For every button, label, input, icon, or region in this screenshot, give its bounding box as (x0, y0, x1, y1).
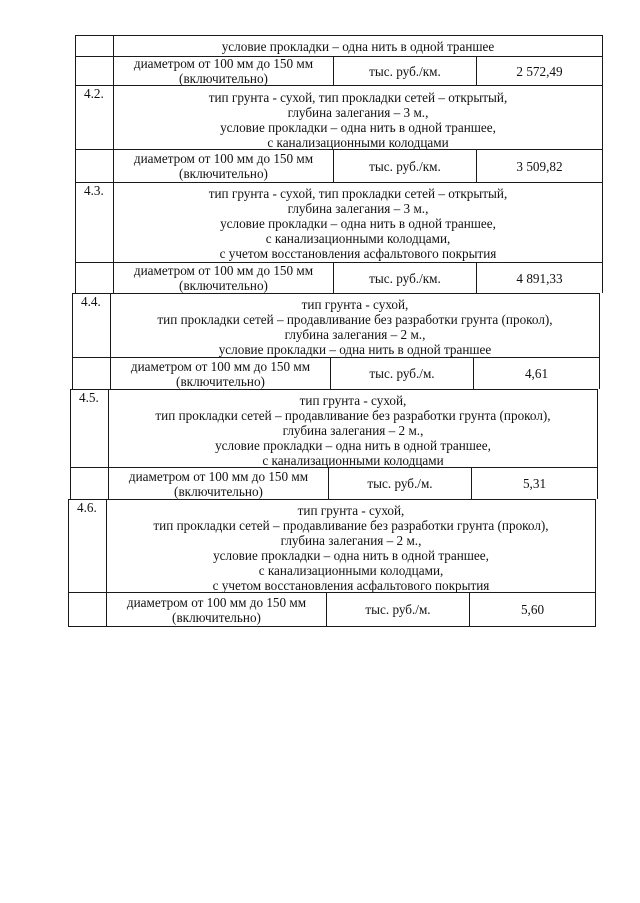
row-number: 4.6. (77, 500, 97, 515)
condition-cell (106, 499, 596, 592)
condition-line: тип грунта - сухой, тип прокладки сетей – открытый, (208, 186, 508, 201)
unit-cell (326, 592, 469, 627)
condition-line: с учетом восстановления асфальтового покрытия (212, 578, 490, 592)
number-cell (75, 149, 113, 182)
number-cell (75, 182, 113, 262)
table-row (72, 357, 600, 389)
item-description: диаметром от 100 мм до 150 мм (128, 468, 309, 484)
condition-line: тип грунта - сухой, (301, 297, 409, 312)
condition-line: с учетом восстановления асфальтового покрытия (219, 246, 497, 261)
item-description: диаметром от 100 мм до 150 мм (126, 594, 307, 610)
value-cell (476, 149, 603, 182)
unit-text: тыс. руб./км. (369, 270, 441, 286)
condition-line: условие прокладки – одна нить в одной траншее (221, 39, 495, 54)
condition-line: глубина залегания – 2 м., (282, 423, 424, 438)
row-number: 4.3. (84, 183, 104, 198)
unit-text: тыс. руб./км. (369, 63, 441, 79)
number-cell (75, 56, 113, 85)
unit-cell (333, 149, 476, 182)
unit-cell (333, 262, 476, 293)
condition-line: условие прокладки – одна нить в одной траншее, (215, 438, 491, 453)
table-row (75, 35, 603, 56)
unit-cell (330, 357, 473, 389)
table-row (68, 499, 596, 592)
condition-line: тип грунта - сухой, (299, 393, 407, 408)
value-cell (473, 357, 600, 389)
table-row (75, 56, 603, 85)
row-number: 4.2. (84, 86, 104, 101)
value-cell (471, 467, 598, 499)
table-row (68, 592, 596, 627)
number-cell (70, 467, 108, 499)
unit-text: тыс. руб./м. (369, 366, 435, 381)
condition-line: тип грунта - сухой, (297, 503, 405, 518)
condition-line: условие прокладки – одна нить в одной траншее, (213, 548, 489, 563)
condition-line: тип грунта - сухой, тип прокладки сетей – открытый, (208, 90, 508, 105)
unit-text: тыс. руб./м. (367, 476, 433, 491)
condition-line: с канализационными колодцами (262, 453, 444, 467)
condition-line: глубина залегания – 3 м., (287, 201, 429, 216)
item-description-note: (включительно) (176, 373, 265, 389)
number-cell (75, 85, 113, 149)
item-description-cell (110, 357, 330, 389)
condition-cell (113, 35, 603, 56)
condition-line: глубина залегания – 3 м., (287, 105, 429, 120)
unit-text: тыс. руб./м. (365, 602, 431, 617)
condition-cell (113, 182, 603, 262)
row-number: 4.5. (79, 390, 99, 405)
condition-line: с канализационными колодцами (267, 135, 449, 149)
table-row (75, 182, 603, 262)
value-text: 3 509,82 (516, 158, 563, 174)
item-description-note: (включительно) (179, 278, 268, 293)
row-number: 4.4. (81, 294, 101, 309)
item-description: диаметром от 100 мм до 150 мм (133, 151, 314, 166)
item-description-cell (113, 149, 333, 182)
value-text: 2 572,49 (516, 63, 563, 79)
value-text: 5,31 (522, 476, 547, 491)
unit-text: тыс. руб./км. (369, 158, 441, 174)
value-cell (469, 592, 596, 627)
item-description-cell (108, 467, 328, 499)
item-description-cell (106, 592, 326, 627)
unit-cell (333, 56, 476, 85)
value-text: 4 891,33 (516, 270, 563, 286)
number-cell (72, 293, 110, 357)
number-cell (68, 592, 106, 627)
condition-line: глубина залегания – 2 м., (284, 327, 426, 342)
item-description-note: (включительно) (179, 166, 268, 181)
table-row (75, 85, 603, 149)
table-row (70, 389, 598, 467)
condition-line: тип прокладки сетей – продавливание без разработки грунта (прокол), (157, 312, 553, 327)
item-description: диаметром от 100 мм до 150 мм (133, 56, 314, 71)
item-description-cell (113, 56, 333, 85)
condition-line: тип прокладки сетей – продавливание без разработки грунта (прокол), (155, 408, 551, 423)
number-cell (68, 499, 106, 592)
item-description: диаметром от 100 мм до 150 мм (130, 358, 311, 374)
table-row (75, 149, 603, 182)
item-description-note: (включительно) (179, 71, 268, 86)
number-cell (70, 389, 108, 467)
condition-line: условие прокладки – одна нить в одной траншее (218, 342, 492, 357)
condition-line: с канализационными колодцами, (265, 231, 451, 246)
table-row (70, 467, 598, 499)
condition-cell (113, 85, 603, 149)
value-cell (476, 56, 603, 85)
value-text: 5,60 (520, 602, 545, 617)
condition-cell (110, 293, 600, 357)
condition-line: тип прокладки сетей – продавливание без разработки грунта (прокол), (153, 518, 549, 533)
number-cell (72, 357, 110, 389)
table-row (75, 262, 603, 293)
number-cell (75, 262, 113, 293)
condition-line: условие прокладки – одна нить в одной траншее, (220, 216, 496, 231)
item-description-cell (113, 262, 333, 293)
condition-line: глубина залегания – 2 м., (280, 533, 422, 548)
value-cell (476, 262, 603, 293)
condition-line: с канализационными колодцами, (258, 563, 444, 578)
item-description-note: (включительно) (172, 609, 261, 625)
table-row (72, 293, 600, 357)
item-description: диаметром от 100 мм до 150 мм (133, 263, 314, 278)
item-description-note: (включительно) (174, 483, 263, 499)
condition-line: условие прокладки – одна нить в одной траншее, (220, 120, 496, 135)
value-text: 4,61 (524, 366, 549, 381)
unit-cell (328, 467, 471, 499)
condition-cell (108, 389, 598, 467)
number-cell (75, 35, 113, 56)
